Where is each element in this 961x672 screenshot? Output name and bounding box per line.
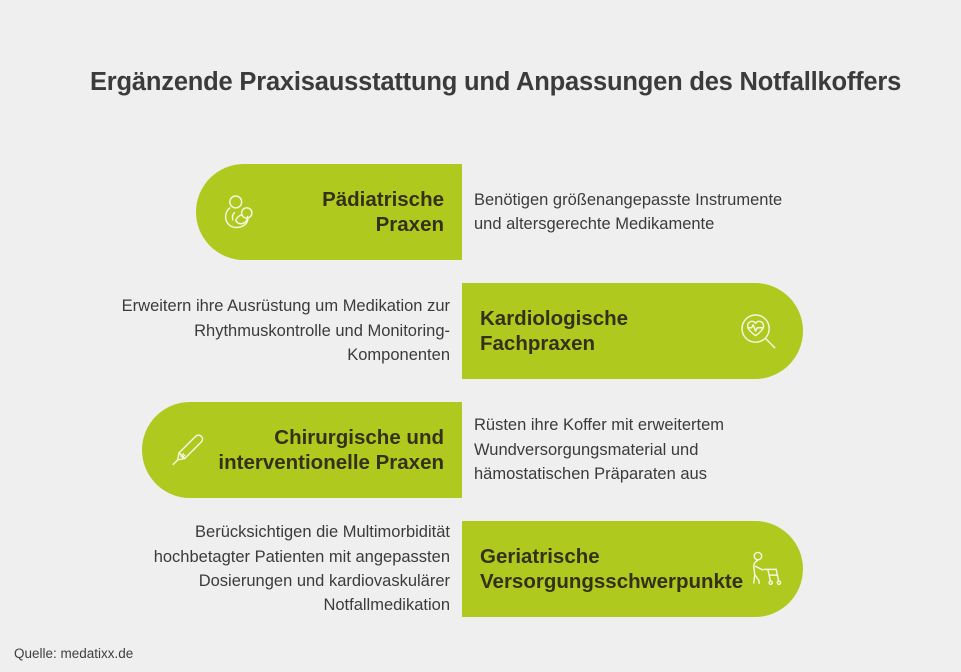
description-text: Benötigen größenangepasste Instrumente und altersgerechte Medikamente	[474, 190, 783, 233]
pill-label-geriatric: Geriatrische Versorgungsschwerpunkte	[480, 544, 744, 593]
description-cardiology	[120, 283, 450, 379]
pill-geriatric[interactable]	[462, 521, 803, 617]
description-pediatric	[474, 164, 804, 260]
scalpel-icon	[164, 427, 210, 473]
pill-pediatric[interactable]	[196, 164, 462, 260]
description-text: Rüsten ihre Koffer mit erweitertem Wundversorgungsmaterial und hämostatischen Präparaten aus	[474, 416, 725, 484]
row-geriatric	[0, 521, 961, 617]
mother-and-baby-icon	[218, 189, 264, 235]
description-text: Berücksichtigen die Multimorbidität hochbetagter Patienten mit angepassten Dosierungen und kardiovaskulärer Notfallmedikation	[153, 523, 450, 615]
row-pediatric	[0, 164, 961, 260]
pill-label-surgical: Chirurgische und interventionelle Praxen	[218, 425, 444, 474]
pill-surgical[interactable]	[142, 402, 462, 498]
description-surgical	[474, 402, 804, 498]
pill-label-cardiology: Kardiologische Fachpraxen	[480, 306, 629, 355]
description-geriatric	[120, 521, 450, 617]
elderly-walker-icon	[743, 546, 789, 592]
pill-cardiology[interactable]	[462, 283, 803, 379]
page-title: Ergänzende Praxisausstattung und Anpassungen des Notfallkoffers	[90, 68, 902, 96]
source-label: Quelle: medatixx.de	[14, 646, 134, 661]
row-surgical	[0, 402, 961, 498]
pill-label-pediatric: Pädiatrische Praxen	[322, 187, 444, 236]
row-cardiology	[0, 283, 961, 379]
description-text: Erweitern ihre Ausrüstung um Medikation zur Rhythmuskontrolle und Monitoring-Komponenten	[121, 297, 450, 365]
heart-magnifier-icon	[735, 308, 781, 354]
